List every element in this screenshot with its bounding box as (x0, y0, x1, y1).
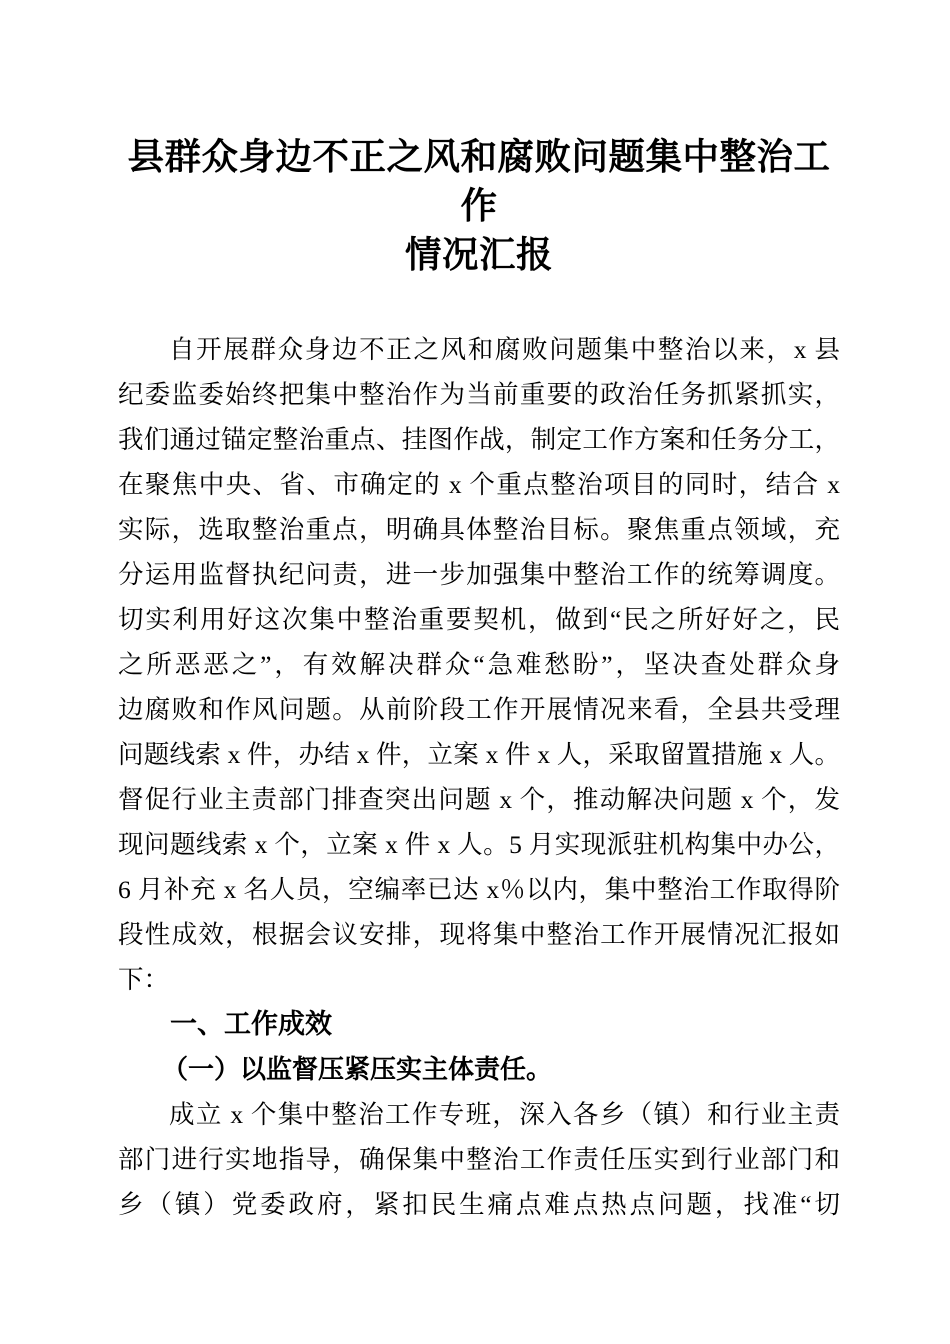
paragraph-overview (118, 327, 840, 1002)
text-line: 段性成效，根据会议安排，现将集中整治工作开展情况汇报如 (118, 920, 840, 949)
section-heading-work-results: 一、工作成效 (170, 1009, 332, 1039)
text-line: 在聚焦中央、省、市确定的 x 个重点整治项目的同时，结合 x (118, 470, 840, 499)
text-line: 之所恶恶之”，有效解决群众“急难愁盼”，坚决查处群众身 (118, 650, 840, 679)
text-line: 部门进行实地指导，确保集中整治工作责任压实到行业部门和 (118, 1145, 840, 1174)
document-title-line-1: 县群众身边不正之风和腐败问题集中整治工作 (127, 136, 831, 226)
text-line: 边腐败和作风问题。从前阶段工作开展情况来看，全县共受理 (118, 695, 840, 724)
text-line: 督促行业主责部门排查突出问题 x 个，推动解决问题 x 个，发 (118, 785, 840, 814)
text-line: 我们通过锚定整治重点、挂图作战，制定工作方案和任务分工， (118, 425, 840, 454)
text-line: 分运用监督执纪问责，进一步加强集中整治工作的统筹调度。 (118, 560, 840, 589)
text-line: 成立 x 个集中整治工作专班，深入各乡（镇）和行业主责 (169, 1100, 840, 1129)
text-line: 乡（镇）党委政府，紧扣民生痛点难点热点问题，找准“切 (118, 1190, 840, 1219)
document-body (118, 327, 840, 1227)
text-line: 自开展群众身边不正之风和腐败问题集中整治以来，x 县 (169, 335, 840, 364)
text-line: 切实利用好这次集中整治重要契机，做到“民之所好好之，民 (118, 605, 840, 634)
text-line: 现问题线索 x 个，立案 x 件 x 人。5 月实现派驻机构集中办公， (118, 830, 840, 859)
text-line: 问题线索 x 件，办结 x 件，立案 x 件 x 人，采取留置措施 x 人。 (118, 740, 840, 769)
document-title-line-2: 情况汇报 (405, 234, 553, 275)
document-title (118, 132, 840, 279)
text-line: 实际，选取整治重点，明确具体整治目标。聚焦重点领域，充 (118, 515, 840, 544)
text-line: 纪委监委始终把集中整治作为当前重要的政治任务抓紧抓实， (118, 380, 840, 409)
text-line: 6 月补充 x 名人员，空编率已达 x％以内，集中整治工作取得阶 (118, 875, 840, 904)
subsection-heading-supervision-responsibility: （一）以监督压紧压实主体责任。 (162, 1055, 553, 1084)
paragraph-work-team (118, 1092, 840, 1227)
text-line: 下： (118, 965, 170, 994)
